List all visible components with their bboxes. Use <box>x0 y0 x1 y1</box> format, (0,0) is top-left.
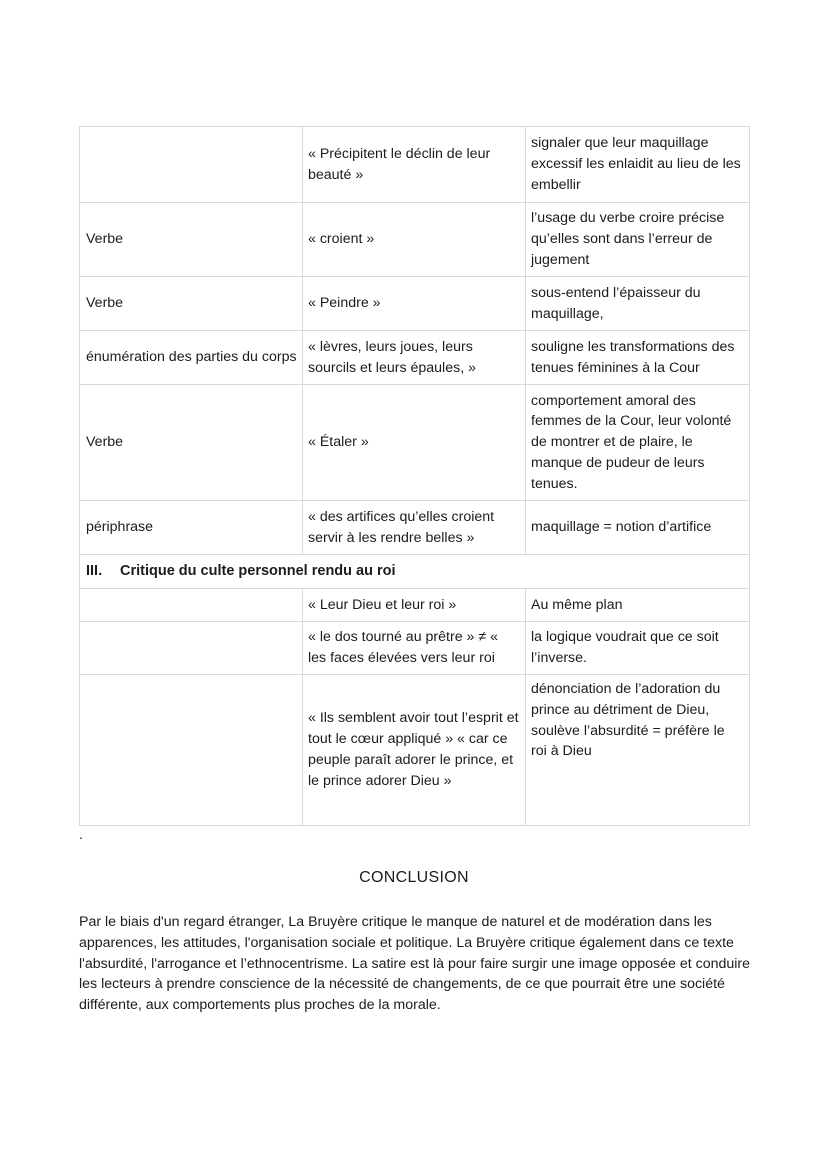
interpretation-cell: la logique voudrait que ce soit l’inverse. <box>526 622 750 675</box>
table-row <box>80 589 750 622</box>
table-row <box>80 501 750 555</box>
interpretation-cell: maquillage = notion d’artifice <box>526 501 750 555</box>
citation-cell: « des artifices qu’elles croient servir à les rendre belles » <box>303 501 526 555</box>
table-row <box>80 385 750 501</box>
table-row <box>80 277 750 331</box>
citation-cell: « le dos tourné au prêtre » ≠ « les faces élevées vers leur roi <box>303 622 526 675</box>
section-heading <box>80 555 750 589</box>
conclusion-title: CONCLUSION <box>359 869 469 886</box>
interpretation-cell: souligne les transformations des tenues féminines à la Cour <box>526 331 750 385</box>
table-row <box>80 331 750 385</box>
table-row <box>80 622 750 675</box>
procede-cell: Verbe <box>80 385 303 501</box>
citation-cell: « lèvres, leurs joues, leurs sourcils et leurs épaules, » <box>303 331 526 385</box>
citation-cell: « Peindre » <box>303 277 526 331</box>
interpretation-cell: l’usage du verbe croire précise qu’elles sont dans l’erreur de jugement <box>526 203 750 277</box>
table-row <box>80 203 750 277</box>
stray-dot: . <box>79 826 83 842</box>
table-row <box>80 675 750 826</box>
section-title: Critique du culte personnel rendu au roi <box>120 563 396 580</box>
procede-cell: énumération des parties du corps <box>80 331 303 385</box>
procede-cell: Verbe <box>80 203 303 277</box>
section-heading-row <box>80 555 750 589</box>
table-row <box>80 127 750 203</box>
citation-cell: « Étaler » <box>303 385 526 501</box>
procede-cell <box>80 675 303 826</box>
procede-cell <box>80 622 303 675</box>
procede-cell <box>80 589 303 622</box>
section-number: III. <box>86 563 103 580</box>
citation-cell: « Précipitent le déclin de leur beauté » <box>303 127 526 203</box>
procede-cell: périphrase <box>80 501 303 555</box>
analysis-table <box>79 126 750 826</box>
interpretation-cell: sous-entend l’épaisseur du maquillage, <box>526 277 750 331</box>
procede-cell <box>80 127 303 203</box>
citation-cell: « Leur Dieu et leur roi » <box>303 589 526 622</box>
procede-cell: Verbe <box>80 277 303 331</box>
interpretation-cell: comportement amoral des femmes de la Cour, leur volonté de montrer et de plaire, le manque de pudeur de leurs tenues. <box>526 385 750 501</box>
interpretation-cell: signaler que leur maquillage excessif les enlaidit au lieu de les embellir <box>526 127 750 203</box>
interpretation-cell: Au même plan <box>526 589 750 622</box>
citation-cell: « Ils semblent avoir tout l’esprit et tout le cœur appliqué » « car ce peuple paraît adorer le prince, et le prince adorer Dieu » <box>303 675 526 826</box>
interpretation-cell: dénonciation de l’adoration du prince au détriment de Dieu, soulève l’absurdité = préfère le roi à Dieu <box>526 675 750 826</box>
conclusion-paragraph: Par le biais d'un regard étranger, La Bruyère critique le manque de naturel et de modération dans les apparences, les attitudes, l'organisation sociale et politique. La Bruyère critique également dans ce texte l'absurdité, l'arrogance et l’ethnocentrisme. La satire est là pour faire surgir une image opposée et conduire les lecteurs à prendre conscience de la nécessité de changements, de ce que pourrait être une société différente, aux comportements plus proches de la morale. <box>79 914 751 1014</box>
citation-cell: « croient » <box>303 203 526 277</box>
